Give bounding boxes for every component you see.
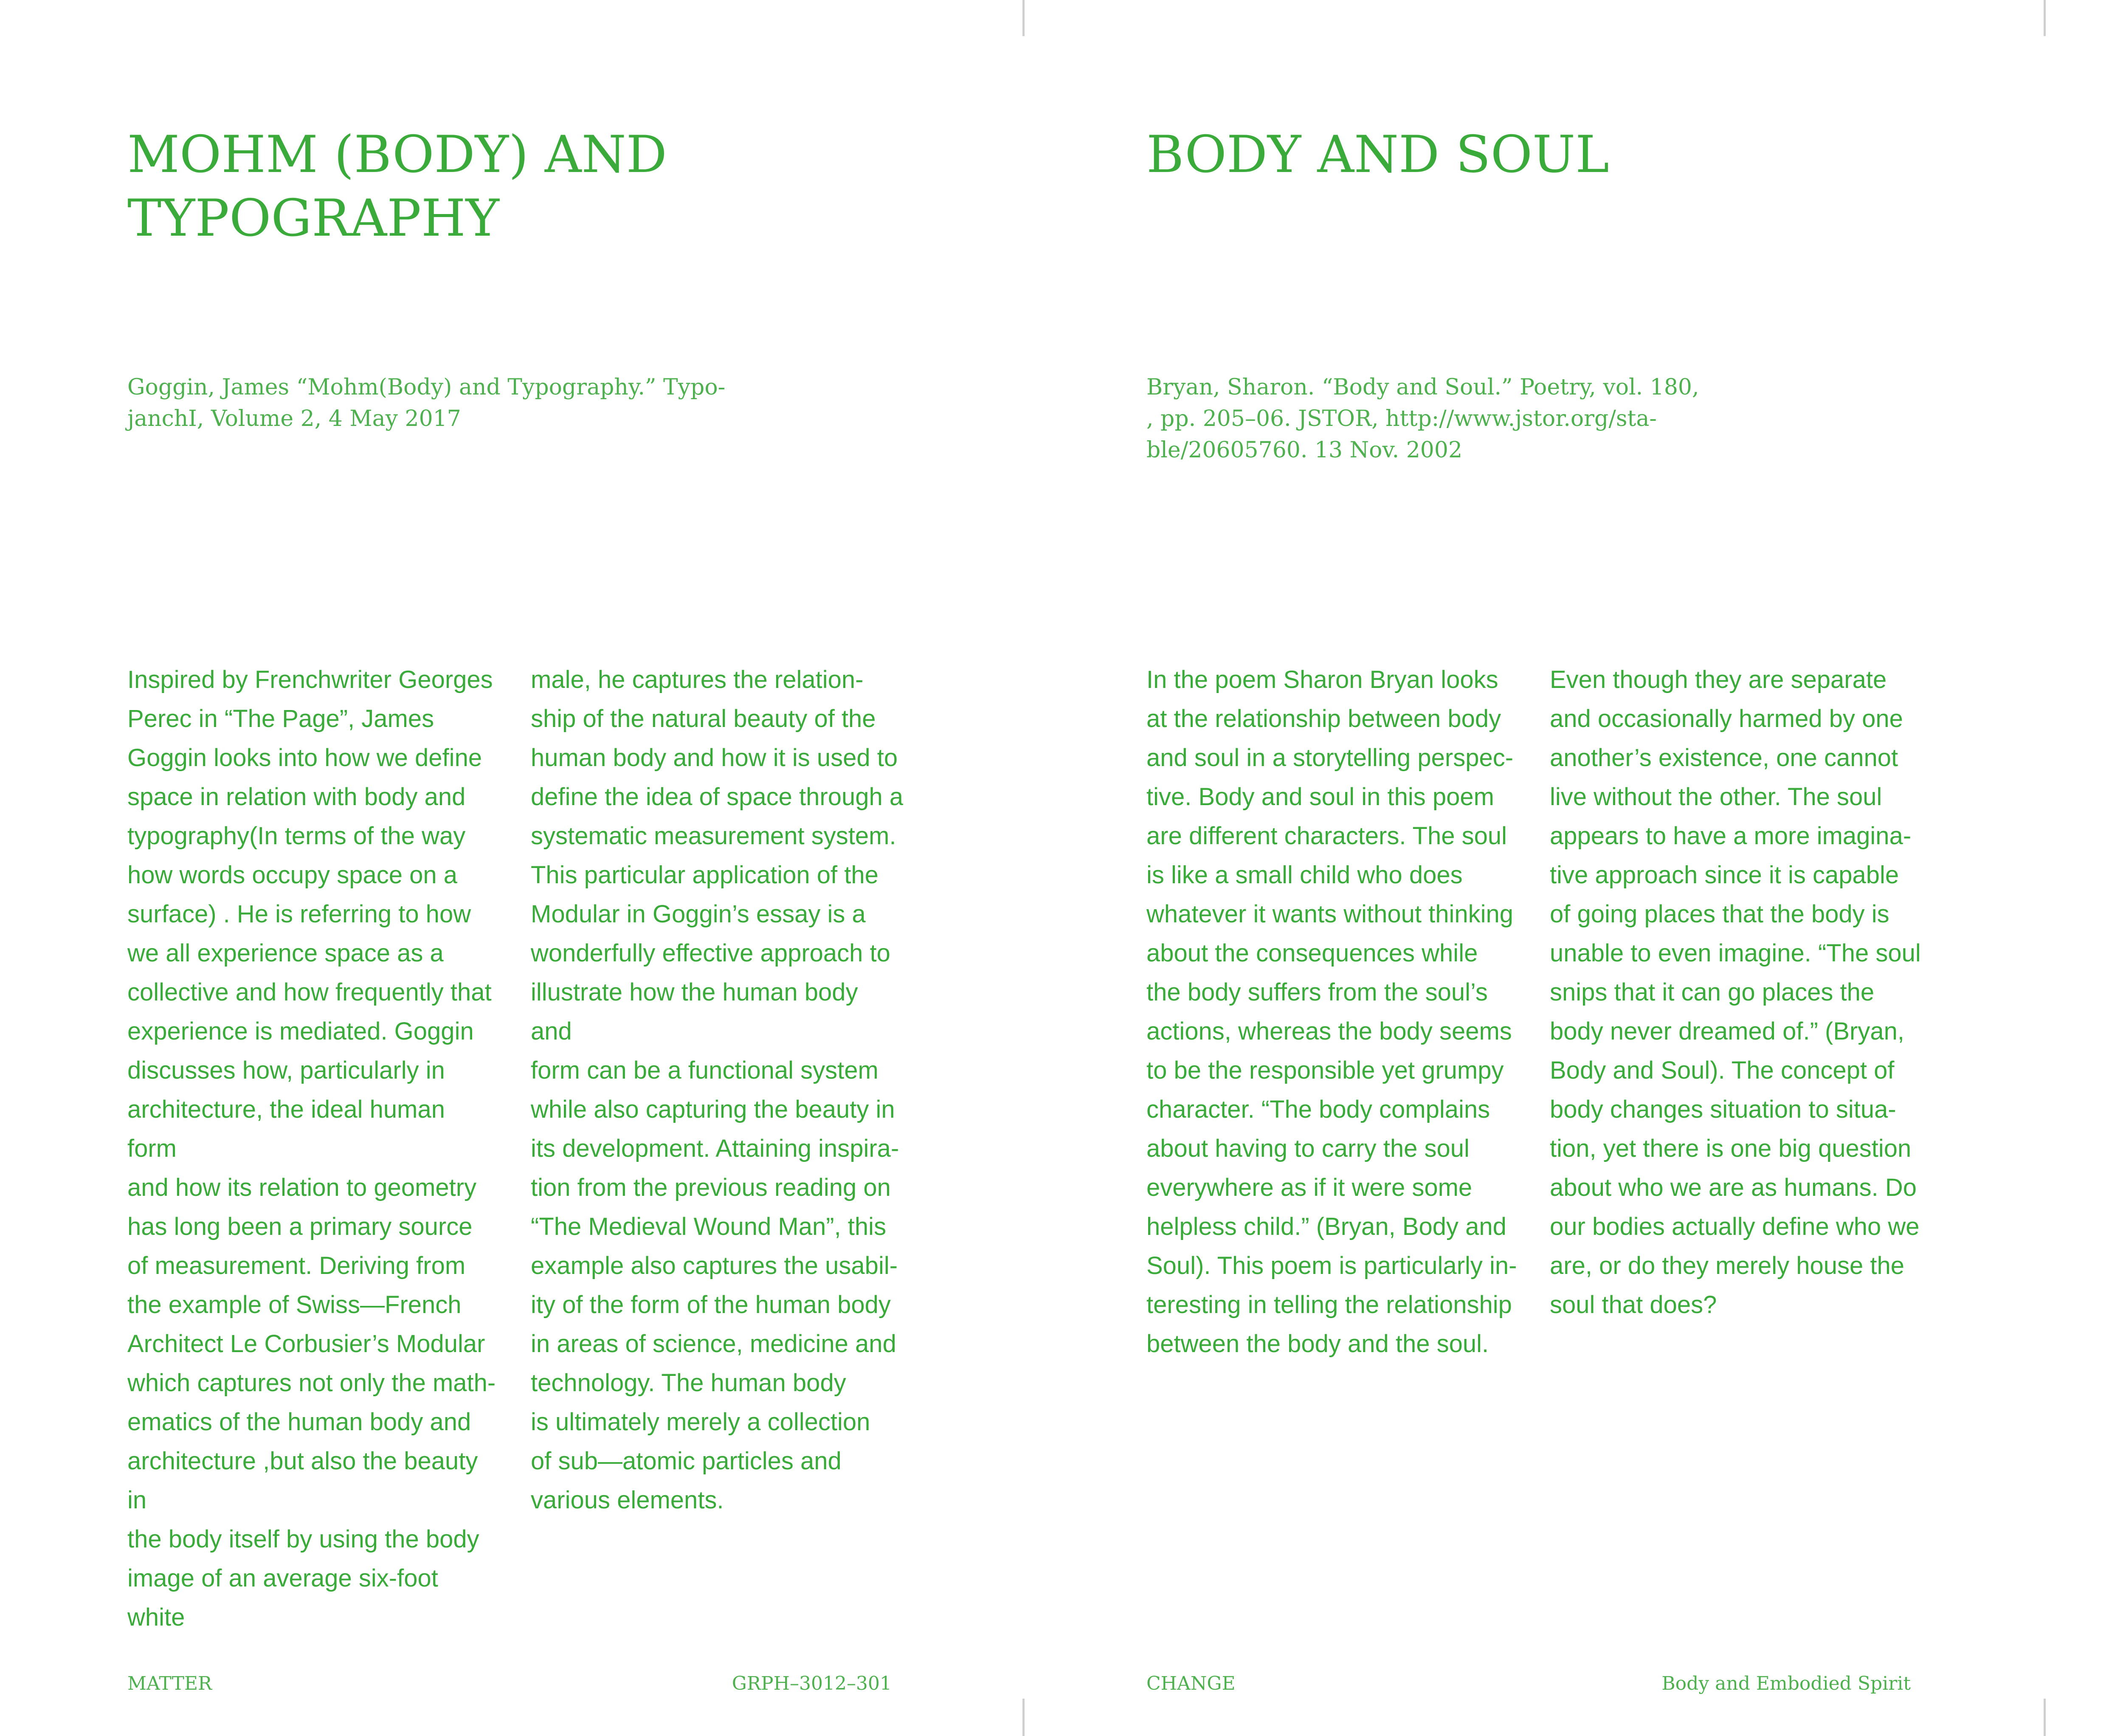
page-title: MOHM (BODY) AND TYPOGRAPHY [127, 125, 667, 248]
body-column-right: Even though they are separate and occasionally harmed by one another’s existence, one cannot live without the other. The soul appears to have a more imagina- tive approach since it is capable of going places that the body is unable to even imagine. “The soul snips that it can go places the body never dreamed of.” (Bryan, Body and Soul). The concept of body changes situation to situa- tion, yet there is one big question about who we are as humans. Do our bodies actually define who we are, or do they merely house the soul that does? [1550, 666, 1921, 1319]
citation: Bryan, Sharon. “Body and Soul.” Poetry, vol. 180, , pp. 205–06. JSTOR, http://www.jstor.org/sta- ble/20605760. 13 Nov. 2002 [1146, 375, 1699, 463]
page-title: BODY AND SOUL [1146, 125, 1609, 184]
body-column-right: male, he captures the relation- ship of the natural beauty of the human body and how it is used to define the idea of space through a systematic measurement system. This particular application of the Modular in Goggin’s essay is a wonderfully effective approach to illustrate how the human body and form can be a functional system while also capturing the beauty in its development. Attaining inspira- tion from the previous reading on “The Medieval Wound Man”, this example also captures the usabil- ity of the form of the human body in areas of science, medicine and technology. The human body is ultimately merely a collection of sub—atomic particles and various elements. [531, 666, 904, 1514]
footer-section-label: MATTER [127, 1673, 212, 1694]
page-union [2038, 0, 2123, 1736]
page-change [1019, 0, 2038, 1736]
footer-publication-title: Body and Embodied Spirit [1661, 1673, 1911, 1694]
body-column-left: In the poem Sharon Bryan looks at the relationship between body and soul in a storytelling perspec- tive. Body and soul in this poem are different characters. The soul is like a small child who does whatever it wants without thinking about the consequences while the body suffers from the soul’s actions, whereas the body seems to be the responsible yet grumpy character. “The body complains about having to carry the soul everywhere as if it were some helpless child.” (Bryan, Body and Soul). This poem is particularly in- teresting in telling the relationship between the body and the soul. [1146, 666, 1517, 1358]
footer-section-label: CHANGE [1146, 1673, 1236, 1694]
body-column-left: Inspired by Frenchwriter Georges Perec in “The Page”, James Goggin looks into how we define space in relation with body and typography(In terms of the way how words occupy space on a surface) . He is referring to how we all experience space as a collective and how frequently that experience is mediated. Goggin discusses how, particularly in architecture, the ideal human form and how its relation to geometry has long been a primary source of measurement. Deriving from the example of Swiss—French Architect Le Corbusier’s Modular which captures not only the math- ematics of the human body and architecture ,but also the beauty in the body itself by using the body image of an average six-foot white [127, 666, 496, 1631]
page-matter [0, 0, 1019, 1736]
footer-course-code: GRPH–3012–301 [732, 1673, 892, 1694]
citation: Goggin, James “Mohm(Body) and Typography.” Typo- janchI, Volume 2, 4 May 2017 [127, 375, 726, 431]
